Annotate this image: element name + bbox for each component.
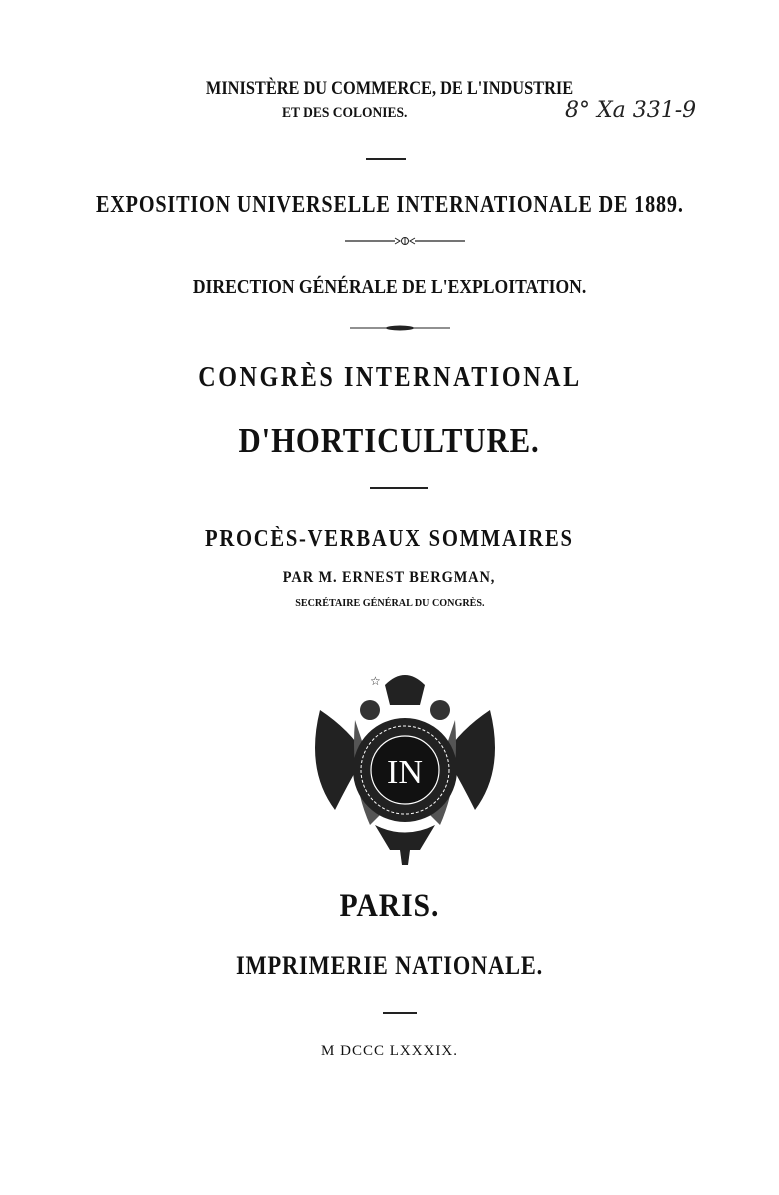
ministry-line-1 — [0, 79, 779, 98]
ornament-divider-small — [350, 324, 450, 332]
imprint-city — [0, 890, 779, 923]
divider — [366, 158, 406, 160]
title-line-2-text: D'HORTICULTURE. — [238, 421, 541, 460]
direction-text: DIRECTION GÉNÉRALE DE L'EXPLOITATION. — [192, 276, 587, 298]
imprint-city-text: PARIS. — [339, 888, 440, 924]
title-line-1-text: CONGRÈS INTERNATIONAL — [197, 362, 582, 393]
imprint-printer — [0, 953, 779, 979]
exposition-text: EXPOSITION UNIVERSELLE INTERNATIONALE DE 1889. — [95, 192, 684, 218]
ornament-divider — [345, 235, 465, 247]
subtitle — [0, 527, 779, 551]
imprimerie-nationale-emblem — [300, 660, 510, 870]
divider — [383, 1012, 417, 1014]
divider — [370, 487, 428, 489]
subtitle-text: PROCÈS-VERBAUX SOMMAIRES — [205, 526, 574, 552]
imprint-printer-text: IMPRIMERIE NATIONALE. — [235, 951, 544, 980]
author-role — [0, 598, 779, 609]
imprint-year-text: M DCCC LXXXIX. — [321, 1043, 458, 1059]
imprint-year — [0, 1044, 779, 1059]
author-text: PAR M. ERNEST BERGMAN, — [283, 569, 496, 586]
emblem-letters: IN — [387, 754, 423, 791]
title-line-2 — [0, 423, 779, 458]
handwritten-shelfmark: 8° Xa 331-9 — [565, 98, 697, 123]
author-role-text: SECRÉTAIRE GÉNÉRAL DU CONGRÈS. — [294, 597, 485, 609]
author — [0, 570, 779, 586]
svg-text:☆: ☆ — [370, 674, 381, 688]
ministry-line-1-text: MINISTÈRE DU COMMERCE, DE L'INDUSTRIE — [205, 78, 574, 99]
title-line-1 — [0, 364, 779, 392]
exposition-heading — [0, 193, 779, 217]
direction-heading — [0, 277, 779, 297]
ministry-line-2-text: ET DES COLONIES. — [281, 105, 408, 121]
